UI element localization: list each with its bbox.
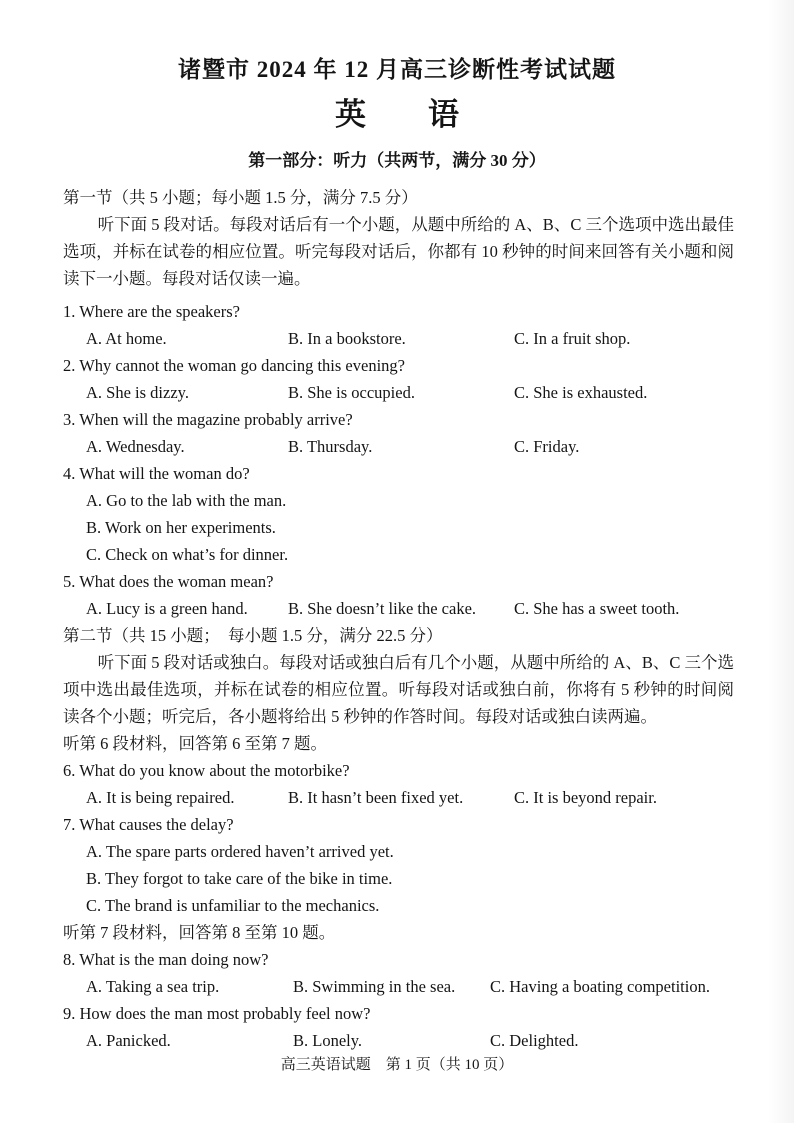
q2-option-b: B. She is occupied. (288, 383, 415, 402)
section2-instructions: 听下面 5 段对话或独白。每段对话或独白后有几个小题，从题中所给的 A、B、C 三个选项中选出最佳选项，并标在试卷的相应位置。听每段对话或独白前，你将有 5 秒钟的时间阅读各个小题；听完后，各小题将给出 5 秒钟的作答时间。每段对话或独白读两遍。 (63, 653, 734, 726)
q6-option-a: A. It is being repaired. (86, 788, 235, 807)
exam-body (0, 184, 794, 1054)
material7-intro: 听第 7 段材料，回答第 8 至第 10 题。 (63, 923, 336, 942)
section1-instructions: 听下面 5 段对话。每段对话后有一个小题，从题中所给的 A、B、C 三个选项中选出最佳选项，并标在试卷的相应位置。听完每段对话后，你都有 10 秒钟的时间来回答有关小题和阅读下一小题。每段对话仅读一遍。 (63, 215, 734, 288)
question-4: 4. What will the woman do? (63, 464, 250, 483)
question-6-options (63, 784, 734, 811)
q8-option-c: C. Having a boating competition. (490, 977, 710, 996)
q6-option-b: B. It hasn’t been fixed yet. (288, 788, 464, 807)
question-2: 2. Why cannot the woman go dancing this evening? (63, 356, 405, 375)
question-8: 8. What is the man doing now? (63, 950, 269, 969)
page-title: 诸暨市 2024 年 12 月高三诊断性考试试题 (178, 57, 616, 82)
q2-option-a: A. She is dizzy. (86, 383, 189, 402)
q1-option-b: B. In a bookstore. (288, 329, 406, 348)
material6-intro: 听第 6 段材料，回答第 6 至第 7 题。 (63, 734, 327, 753)
q2-option-c: C. She is exhausted. (514, 383, 648, 402)
question-1: 1. Where are the speakers? (63, 302, 240, 321)
question-8-options (63, 973, 734, 1000)
q7-option-a: A. The spare parts ordered haven’t arrived yet. (86, 842, 394, 861)
question-9: 9. How does the man most probably feel now? (63, 1004, 371, 1023)
q7-option-b: B. They forgot to take care of the bike in time. (86, 869, 393, 888)
q3-option-a: A. Wednesday. (86, 437, 185, 456)
q5-option-b: B. She doesn’t like the cake. (288, 599, 477, 618)
q9-option-b: B. Lonely. (293, 1031, 363, 1050)
q9-option-c: C. Delighted. (490, 1031, 579, 1050)
part1-heading: 第一部分：听力（共两节，满分 30 分） (248, 151, 546, 170)
subject-title: 英 语 (335, 97, 459, 132)
section1-heading: 第一节（共 5 小题；每小题 1.5 分，满分 7.5 分） (63, 188, 418, 207)
page-footer: 高三英语试题 第 1 页（共 10 页） (280, 1057, 514, 1073)
question-7: 7. What causes the delay? (63, 815, 234, 834)
question-5-options (63, 595, 734, 622)
question-3-options (63, 433, 734, 460)
q9-option-a: A. Panicked. (86, 1031, 171, 1050)
question-6: 6. What do you know about the motorbike? (63, 761, 350, 780)
q4-option-a: A. Go to the lab with the man. (86, 491, 287, 510)
q6-option-c: C. It is beyond repair. (514, 788, 657, 807)
q8-option-a: A. Taking a sea trip. (86, 977, 220, 996)
q5-option-c: C. She has a sweet tooth. (514, 599, 680, 618)
question-2-options (63, 379, 734, 406)
q5-option-a: A. Lucy is a green hand. (86, 599, 248, 618)
q3-option-b: B. Thursday. (288, 437, 373, 456)
q4-option-c: C. Check on what’s for dinner. (86, 545, 289, 564)
section2-heading: 第二节（共 15 小题； 每小题 1.5 分，满分 22.5 分） (63, 626, 443, 645)
question-9-options (63, 1027, 734, 1054)
question-5: 5. What does the woman mean? (63, 572, 274, 591)
q1-option-c: C. In a fruit shop. (514, 329, 631, 348)
q8-option-b: B. Swimming in the sea. (293, 977, 456, 996)
q1-option-a: A. At home. (86, 329, 167, 348)
q3-option-c: C. Friday. (514, 437, 580, 456)
q4-option-b: B. Work on her experiments. (86, 518, 276, 537)
question-3: 3. When will the magazine probably arrive? (63, 410, 353, 429)
question-1-options (63, 325, 734, 352)
q7-option-c: C. The brand is unfamiliar to the mechanics. (86, 896, 380, 915)
